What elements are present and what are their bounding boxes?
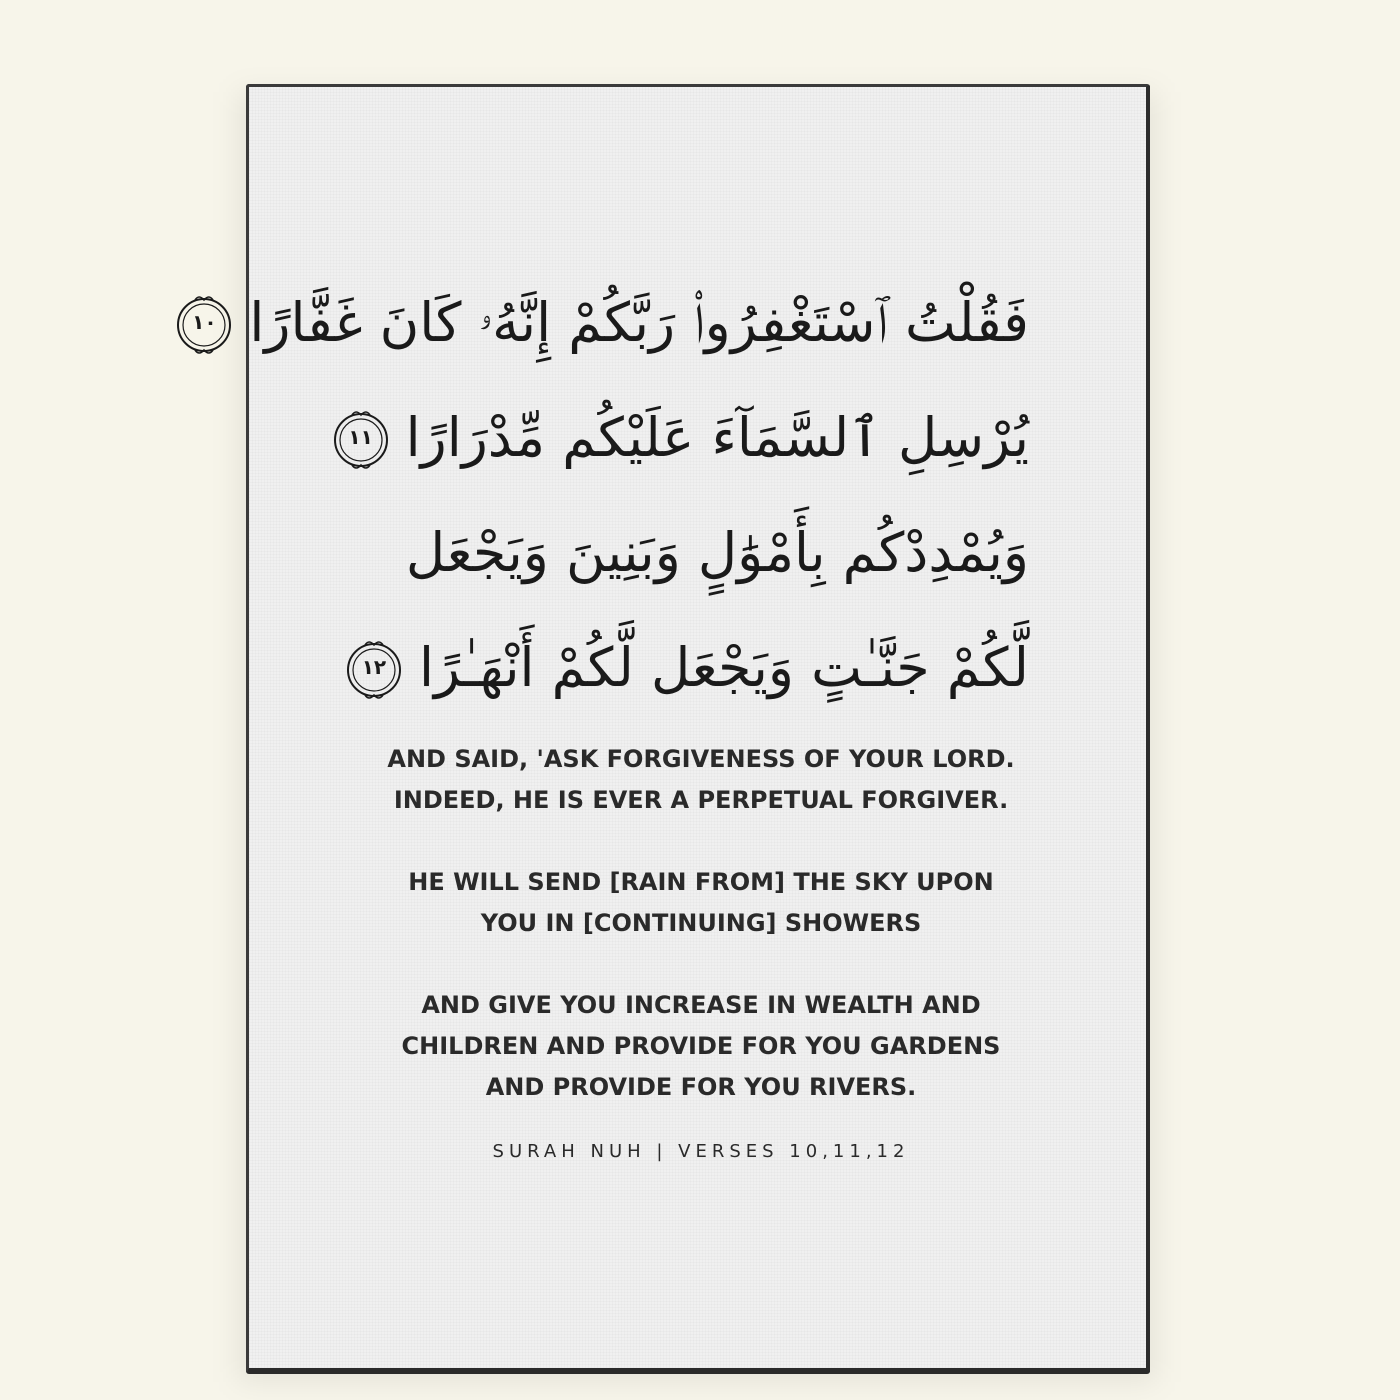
verse-marker-12 [343, 637, 405, 699]
arabic-line-2 [348, 380, 1029, 495]
arabic-line-1 [192, 265, 1029, 380]
translation-line: HE WILL SEND [RAIN FROM] THE SKY UPON [408, 868, 994, 896]
arabic-line-3-text: وَيُمْدِدْكُم بِأَمْوَٰلٍ وَبَنِينَ وَيَجْعَل [405, 521, 1029, 584]
translation-paragraph-2 [289, 862, 1113, 944]
translation-line: INDEED, HE IS EVER A PERPETUAL FORGIVER. [393, 786, 1009, 814]
verse-marker-10 [173, 292, 235, 354]
translation-paragraph-1 [289, 739, 1113, 821]
translation-line: CHILDREN AND PROVIDE FOR YOU GARDENS [401, 1032, 1001, 1060]
verse-number-11: ١١ [348, 424, 373, 449]
arabic-line-2-text: يُرْسِلِ ٱلسَّمَآءَ عَلَيْكُم مِّدْرَارًا [405, 406, 1029, 469]
arabic-line-4-text: لَّكُمْ جَنَّـٰتٍ وَيَجْعَل لَّكُمْ أَنْهَـٰرًا [418, 636, 1029, 699]
arabic-verses [192, 265, 1029, 725]
arabic-line-4 [361, 610, 1029, 725]
translation-line: AND PROVIDE FOR YOU RIVERS. [485, 1073, 917, 1101]
translation-line: YOU IN [CONTINUING] SHOWERS [480, 909, 922, 937]
canvas-print [192, 84, 1150, 1374]
arabic-line-1-text: فَقُلْتُ ٱسْتَغْفِرُوا۟ رَبَّكُمْ إِنَّهُۥ كَانَ غَفَّارًا [249, 290, 1029, 354]
english-translation [289, 739, 1113, 1149]
translation-line: AND GIVE YOU INCREASE IN WEALTH AND [421, 991, 981, 1019]
translation-paragraph-3 [289, 985, 1113, 1108]
verse-marker-11 [330, 407, 392, 469]
verse-number-10: ١٠ [192, 309, 217, 334]
arabic-line-3 [369, 495, 1029, 610]
verse-number-12: ١٢ [361, 654, 387, 679]
surah-reference: SURAH NUH | VERSES 10,11,12 [492, 1141, 910, 1162]
translation-line: AND SAID, 'ASK FORGIVENESS OF YOUR LORD. [387, 745, 1015, 773]
